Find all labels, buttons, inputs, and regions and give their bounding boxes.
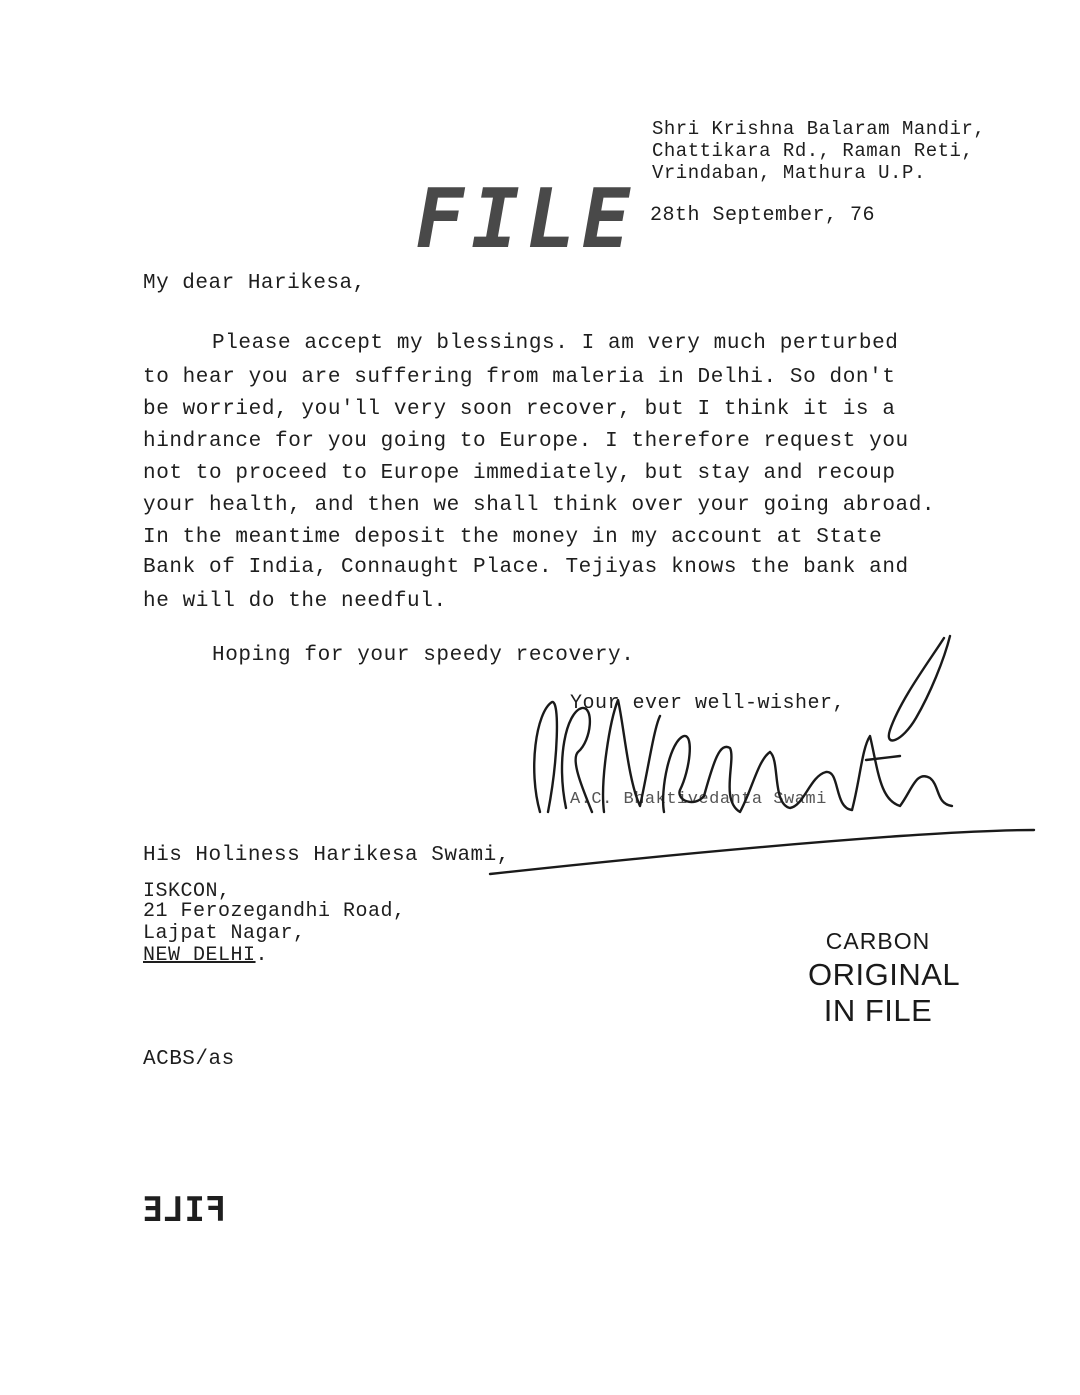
recipient-city-suffix: . xyxy=(255,944,269,967)
body-line: to hear you are suffering from maleria in Delhi. So don't xyxy=(143,366,896,389)
salutation: My dear Harikesa, xyxy=(143,272,366,295)
body-line: Please accept my blessings. I am very much perturbed xyxy=(212,332,899,355)
letterhead-line1: Shri Krishna Balaram Mandir, xyxy=(652,118,986,140)
closing-line: Hoping for your speedy recovery. xyxy=(212,644,635,667)
body-line: not to proceed to Europe immediately, but stay and recoup xyxy=(143,462,896,485)
carbon-stamp-line2: ORIGINAL xyxy=(808,957,961,992)
body-line: Bank of India, Connaught Place. Tejiyas knows the bank and xyxy=(143,556,909,579)
valediction: Your ever well-wisher, xyxy=(570,692,846,715)
letterhead-line3: Vrindaban, Mathura U.P. xyxy=(652,162,926,184)
typed-signature-name: A.C. Bhaktivedanta Swami xyxy=(570,790,827,809)
file-stamp: FILE xyxy=(406,172,645,267)
body-line: he will do the needful. xyxy=(143,590,447,613)
recipient-street: 21 Ferozegandhi Road, xyxy=(143,900,406,923)
recipient-city: NEW DELHI xyxy=(143,944,256,967)
recipient-city-line xyxy=(143,944,268,967)
body-line: your health, and then we shall think over your going abroad. xyxy=(143,494,936,517)
letterhead-line2: Chattikara Rd., Raman Reti, xyxy=(652,140,974,162)
reference-initials: ACBS/as xyxy=(143,1048,235,1071)
recipient-area: Lajpat Nagar, xyxy=(143,922,306,945)
body-line: In the meantime deposit the money in my account at State xyxy=(143,526,883,549)
carbon-stamp-line3: IN FILE xyxy=(823,993,933,1028)
carbon-stamp-line1: CARBON xyxy=(825,928,931,954)
body-line: be worried, you'll very soon recover, but I think it is a xyxy=(143,398,896,421)
file-stamp-mirrored: FILE xyxy=(142,1190,226,1230)
recipient-org: ISKCON, xyxy=(143,880,231,903)
recipient-name: His Holiness Harikesa Swami, xyxy=(143,844,510,867)
body-line: hindrance for you going to Europe. I therefore request you xyxy=(143,430,909,453)
carbon-original-stamp xyxy=(808,928,961,1029)
letter-date: 28th September, 76 xyxy=(650,204,876,227)
